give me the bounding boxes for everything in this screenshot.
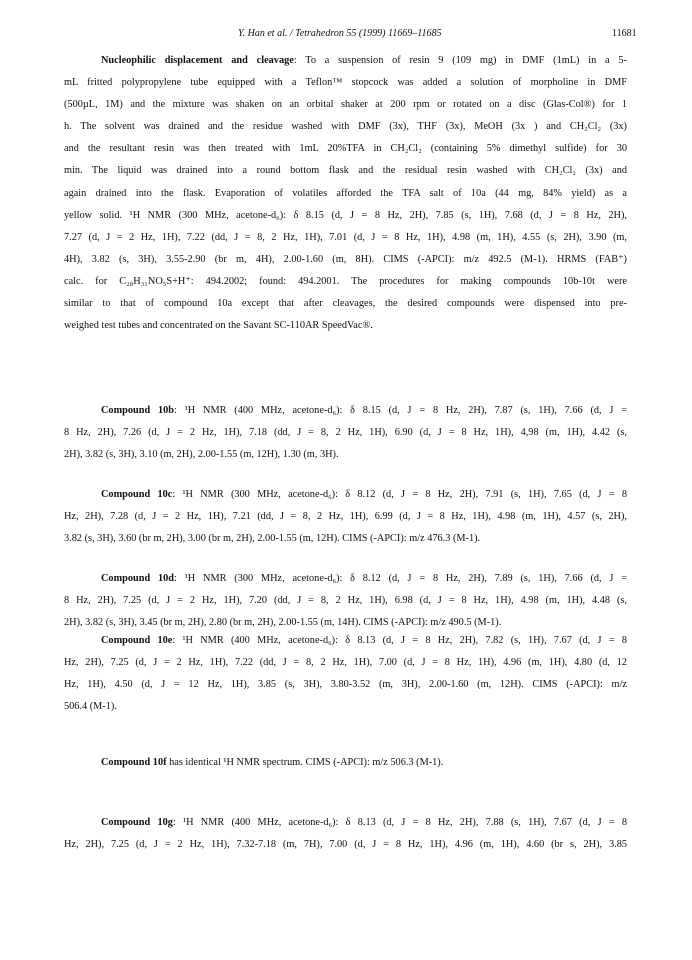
page-number: 11681 — [612, 28, 637, 39]
text-line: 2H), 3.82 (s, 3H), 3.45 (br m, 2H), 2.80 (br m, 2H), 2.00-1.55 (m, 14H). CIMS (-APCI): m/z 490.5 (M-1). — [64, 617, 502, 629]
paragraph-compound-10g — [64, 812, 627, 856]
paragraph-heading: Compound 10f — [101, 757, 167, 768]
text-line: Compound 10g: ¹H NMR (400 MHz, acetone-d₆): δ 8.13 (d, J = 8 Hz, 2H), 7.88 (s, 1H), 7.67 (d, J = 8 — [101, 817, 627, 828]
paragraph-compound-10f — [64, 752, 627, 774]
text-line: similar to that of compound 10a except that after cleavages, the desired compounds were dispensed into pre- — [64, 298, 627, 310]
paragraph-compound-10e — [64, 630, 627, 718]
text-line: again drained into the flask. Evaporation of volatiles afforded the TFA salt of 10a (44 mg, 84% yield) as a — [64, 187, 627, 199]
paragraph-heading: Compound 10g — [101, 817, 173, 828]
text-line: and the resultant resin was then treated with 1mL 20%TFA in CH₂Cl₂ (containing 5% dimethyl sulfide) for 30 — [64, 143, 627, 155]
paragraph-compound-10b — [64, 400, 627, 466]
text-line: mL fritted polypropylene tube equipped with a Teflon™ stopcock was added a solution of morpholine in DMF — [64, 77, 627, 89]
text-line: Hz, 2H), 7.25 (d, J = 2 Hz, 1H), 7.32-7.18 (m, 7H), 7.00 (d, J = 8 Hz, 1H), 4.96 (m, 1H), 4.60 (br s, 2H), 3.85 — [64, 839, 627, 851]
text-line: h. The solvent was drained and the residue washed with DMF (3x), THF (3x), MeOH (3x ) and CH₂Cl₂ (3x) — [64, 121, 627, 133]
text-line: weighed test tubes and concentrated on the Savant SC-110AR SpeedVac®. — [64, 320, 373, 332]
text-line: Compound 10c: ¹H NMR (300 MHz, acetone-d₆): δ 8.12 (d, J = 8 Hz, 2H), 7.91 (s, 1H), 7.65 (d, J = 8 — [101, 489, 627, 500]
text-line: Hz, 2H), 7.28 (d, J = 2 Hz, 1H), 7.21 (dd, J = 8, 2 Hz, 1H), 6.99 (d, J = 8 Hz, 1H), 4.98 (m, 1H), 4.57 (s, 2H), — [64, 511, 627, 523]
text-line: 2H), 3.82 (s, 3H), 3.10 (m, 2H), 2.00-1.55 (m, 12H), 1.30 (m, 3H). — [64, 449, 339, 461]
text-line: Nucleophilic displacement and cleavage: To a suspension of resin 9 (109 mg) in DMF (1mL) in a 5- — [101, 55, 627, 66]
text-line: calc. for C₂₈H₃₁NO₅S+H⁺: 494.2002; found: 494.2001. The procedures for making compounds 10b-10t were — [64, 275, 627, 287]
text-line: min. The liquid was drained into a round bottom flask and the residual resin washed with CH₂Cl₂ (3x) and — [64, 165, 627, 177]
paragraph-heading: Compound 10c — [101, 489, 173, 500]
text-line: 7.27 (d, J = 2 Hz, 1H), 7.22 (dd, J = 8, 2 Hz, 1H), 7.01 (d, J = 8 Hz, 1H), 4.98 (m, 1H), 4.55 (s, 2H), 3.90 (m, — [64, 231, 627, 243]
text-line: 3.82 (s, 3H), 3.60 (br m, 2H), 3.00 (br m, 2H), 2.00-1.55 (m, 12H). CIMS (-APCI): m/z 476.3 (M-1). — [64, 533, 481, 545]
text-line: Hz, 2H), 7.25 (d, J = 2 Hz, 1H), 7.22 (dd, J = 8, 2 Hz, 1H), 7.00 (d, J = 8 Hz, 1H), 4.96 (m, 1H), 4.80 (d, 12 — [64, 657, 627, 669]
text-line: yellow solid. ¹H NMR (300 MHz, acetone-d₆): δ 8.15 (d, J = 8 Hz, 2H), 7.85 (s, 1H), 7.68 (d, J = 8 Hz, 2H), — [64, 209, 627, 221]
paragraph-heading: Compound 10d — [101, 573, 175, 584]
text-line: Compound 10d: ¹H NMR (300 MHz, acetone-d₆): δ 8.12 (d, J = 8 Hz, 2H), 7.89 (s, 1H), 7.66 (d, J = — [101, 573, 627, 584]
paragraph-heading: Compound 10b — [101, 405, 175, 416]
text-line: 8 Hz, 2H), 7.25 (d, J = 2 Hz, 1H), 7.20 (dd, J = 8, 2 Hz, 1H), 6.98 (d, J = 8 Hz, 1H), 4.98 (m, 1H), 4.48 (s, — [64, 595, 627, 607]
text-line: 4H), 3.82 (s, 3H), 3.55-2.90 (br m, 4H), 2.00-1.60 (m, 8H). CIMS (-APCI): m/z 492.5 (M-1). HRMS (FAB⁺) — [64, 253, 627, 265]
paragraph-heading: Nucleophilic displacement and cleavage — [101, 55, 294, 66]
paragraph-compound-10d — [64, 568, 627, 634]
text-line: Hz, 1H), 4.50 (d, J = 12 Hz, 1H), 3.85 (s, 3H), 3.80-3.52 (m, 3H), 2.00-1.60 (m, 12H). CIMS (-APCI): m/z — [64, 679, 627, 691]
text-line: (500µL, 1M) and the mixture was shaken on an orbital shaker at 200 rpm or rotated on a disc (Glas-Col®) for 1 — [64, 99, 627, 111]
text-line: Compound 10e: ¹H NMR (400 MHz, acetone-d₆): δ 8.13 (d, J = 8 Hz, 2H), 7.82 (s, 1H), 7.67 (d, J = 8 — [101, 635, 627, 646]
paragraph-nucleophilic-displacement — [64, 50, 627, 337]
paragraph-heading: Compound 10e — [101, 635, 173, 646]
paragraph-compound-10c — [64, 484, 627, 550]
text-line: 8 Hz, 2H), 7.26 (d, J = 2 Hz, 1H), 7.18 (dd, J = 8, 2 Hz, 1H), 6.90 (d, J = 8 Hz, 1H), 4,98 (m, 1H), 4.42 (s, — [64, 427, 627, 439]
text-line: Compound 10f has identical ¹H NMR spectrum. CIMS (-APCI): m/z 506.3 (M-1). — [101, 757, 444, 768]
text-line: Compound 10b: ¹H NMR (400 MHz, acetone-d₆): δ 8.15 (d, J = 8 Hz, 2H), 7.87 (s, 1H), 7.66 (d, J = — [101, 405, 627, 416]
running-title: Y. Han et al. / Tetrahedron 55 (1999) 11669–11685 — [238, 28, 442, 39]
text-line: 506.4 (M-1). — [64, 701, 117, 713]
